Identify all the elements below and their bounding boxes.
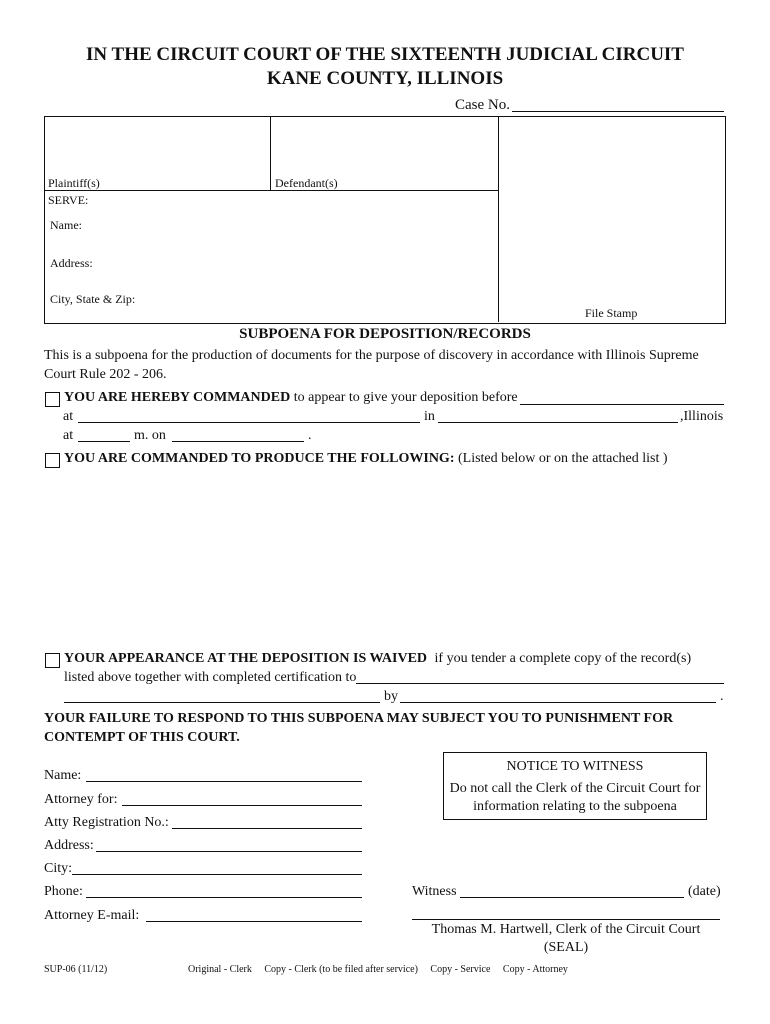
seal-label: (SEAL) xyxy=(543,940,589,955)
file-stamp-label: File Stamp xyxy=(585,306,638,320)
case-no-label: Case No. xyxy=(455,97,510,113)
subpoena-title: SUBPOENA FOR DEPOSITION/RECORDS xyxy=(239,326,531,342)
atty-for-label: Attorney for: xyxy=(44,792,118,807)
produce-rest: (Listed below or on the attached list ) xyxy=(457,451,668,466)
deposition-before-field[interactable] xyxy=(520,390,724,405)
illinois-label: ,Illinois xyxy=(680,409,724,424)
commanded-checkbox[interactable] xyxy=(45,392,60,407)
time-field[interactable] xyxy=(78,427,130,442)
atty-reg-label: Atty Registration No.: xyxy=(44,815,169,830)
serve-name-label: Name: xyxy=(50,218,82,232)
produce-list-area[interactable] xyxy=(64,474,724,644)
period: . xyxy=(308,428,312,443)
atty-address-field[interactable] xyxy=(96,837,362,852)
plaintiff-label: Plaintiff(s) xyxy=(48,176,100,190)
commanded-rest: to appear to give your deposition before xyxy=(293,390,518,405)
failure-line-2: CONTEMPT OF THIS COURT. xyxy=(44,730,240,745)
failure-line-1: YOUR FAILURE TO RESPOND TO THIS SUBPOENA MAY SUBJECT YOU TO PUNISHMENT FOR xyxy=(44,711,674,726)
notice-line-1: Do not call the Clerk of the Circuit Court for xyxy=(449,781,701,796)
serve-address-label: Address: xyxy=(50,256,93,270)
clerk-signature-line[interactable] xyxy=(412,919,720,920)
court-title: IN THE CIRCUIT COURT OF THE SIXTEENTH JUDICIAL CIRCUIT xyxy=(86,44,684,65)
witness-date-label: (date) xyxy=(688,884,721,899)
caption-box xyxy=(44,116,726,324)
stamp-divider xyxy=(498,117,499,322)
atty-address-label: Address: xyxy=(44,838,94,853)
notice-to-witness-box xyxy=(443,752,707,820)
party-divider xyxy=(270,117,271,190)
witness-label: Witness xyxy=(412,884,457,899)
waived-bold: YOUR APPEARANCE AT THE DEPOSITION IS WAIVED xyxy=(64,651,428,666)
copy-distribution: Original - Clerk Copy - Clerk (to be filed after service) Copy - Service Copy - Attorney xyxy=(188,964,568,975)
atty-reg-field[interactable] xyxy=(172,814,362,829)
commanded-bold: YOU ARE HEREBY COMMANDED xyxy=(64,390,291,405)
atty-phone-label: Phone: xyxy=(44,884,83,899)
intro-line-2: Court Rule 202 - 206. xyxy=(44,367,167,382)
produce-bold: YOU ARE COMMANDED TO PRODUCE THE FOLLOWING: xyxy=(64,451,455,466)
commanded-text xyxy=(64,390,518,406)
atty-city-field[interactable] xyxy=(72,860,362,875)
notice-line-2: information relating to the subpoena xyxy=(473,799,677,814)
m-on-label: m. on xyxy=(134,428,166,443)
by-field[interactable] xyxy=(400,688,716,703)
atty-for-field[interactable] xyxy=(122,791,362,806)
atty-city-label: City: xyxy=(44,861,73,876)
waived-checkbox[interactable] xyxy=(45,653,60,668)
witness-field[interactable] xyxy=(460,883,684,898)
in-label: in xyxy=(424,409,435,424)
in-city-field[interactable] xyxy=(438,408,678,423)
by-label: by xyxy=(384,689,398,704)
atty-email-field[interactable] xyxy=(146,907,362,922)
notice-title: NOTICE TO WITNESS xyxy=(506,759,644,774)
certification-to-field-2[interactable] xyxy=(64,688,380,703)
form-number: SUP-06 (11/12) xyxy=(44,964,108,975)
at-location-field[interactable] xyxy=(78,408,420,423)
serve-city-label: City, State & Zip: xyxy=(50,292,136,306)
produce-text xyxy=(64,451,668,467)
atty-email-label: Attorney E-mail: xyxy=(44,908,140,923)
serve-label: SERVE: xyxy=(48,193,89,207)
waived-rest: if you tender a complete copy of the record(s) xyxy=(434,651,692,666)
at-label: at xyxy=(63,409,74,424)
atty-phone-field[interactable] xyxy=(86,883,362,898)
date-field[interactable] xyxy=(172,427,304,442)
atty-name-label: Name: xyxy=(44,768,82,783)
produce-checkbox[interactable] xyxy=(45,453,60,468)
certification-to-field[interactable] xyxy=(356,669,724,684)
intro-line-1: This is a subpoena for the production of documents for the purpose of discovery in accordance with Illinois Supreme xyxy=(44,348,699,363)
county-title: KANE COUNTY, ILLINOIS xyxy=(266,68,504,89)
case-no-field[interactable] xyxy=(512,96,724,112)
at-time-label: at xyxy=(63,428,74,443)
period-2: . xyxy=(720,689,724,704)
defendant-label: Defendant(s) xyxy=(275,176,338,190)
clerk-name: Thomas M. Hartwell, Clerk of the Circuit Court xyxy=(431,922,701,937)
atty-name-field[interactable] xyxy=(86,767,362,782)
party-line xyxy=(45,190,498,191)
waived-line-2: listed above together with completed certification to xyxy=(64,670,357,685)
waived-text xyxy=(64,651,691,667)
